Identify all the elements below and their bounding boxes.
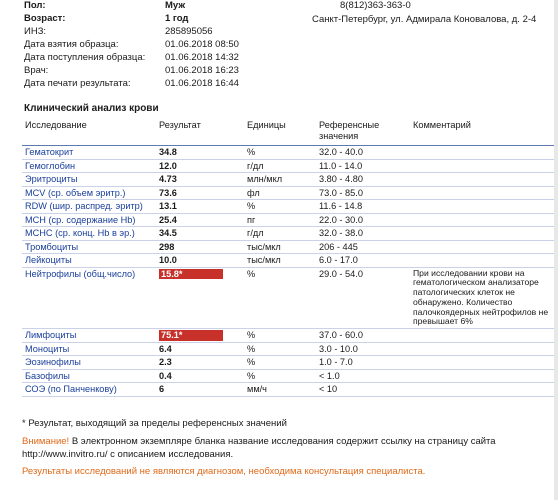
unit: % [244, 329, 316, 343]
comment [410, 383, 558, 397]
result-cell [156, 240, 244, 254]
reference-range: < 1.0 [316, 369, 410, 383]
test-name: Моноциты [22, 342, 156, 356]
test-name: Нейтрофилы (общ.число) [22, 267, 156, 329]
result-value: 298 [159, 241, 175, 252]
test-name: Гемоглобин [22, 159, 156, 173]
header-value: 1 год [165, 13, 189, 24]
header-value: 01.06.2018 14:32 [165, 52, 239, 63]
table-row [22, 342, 558, 356]
header-label: Дата поступления образца: [24, 52, 146, 63]
result-value: 6.4 [159, 343, 172, 354]
result-value: 4.73 [159, 174, 177, 184]
lab-phone: 8(812)363-363-0 [340, 0, 411, 11]
test-name: СОЭ (по Панченкову) [22, 383, 156, 397]
comment [410, 356, 558, 370]
header-value: 285895056 [165, 26, 213, 37]
table-row [22, 267, 558, 329]
table-row [22, 159, 558, 173]
result-cell [156, 159, 244, 173]
reference-range: 11.6 - 14.8 [316, 200, 410, 214]
results-body [22, 146, 558, 397]
reference-range: 32.0 - 40.0 [316, 146, 410, 160]
table-row [22, 356, 558, 370]
test-name: RDW (шир. распред. эритр) [22, 200, 156, 214]
reference-range: 22.0 - 30.0 [316, 213, 410, 227]
result-cell [156, 369, 244, 383]
result-cell [156, 173, 244, 187]
reference-range: 3.0 - 10.0 [316, 342, 410, 356]
header-value: 01.06.2018 16:44 [165, 78, 239, 89]
result-value: 10.0 [159, 255, 177, 265]
abnormal-result: 15.8* [159, 269, 223, 280]
unit: тыс/мкл [244, 254, 316, 268]
right-edge-shadow [554, 0, 558, 500]
result-value: 25.4 [159, 214, 177, 225]
result-value: 13.1 [159, 201, 177, 211]
reference-range: 37.0 - 60.0 [316, 329, 410, 343]
result-cell [156, 267, 244, 329]
unit: г/дл [244, 159, 316, 173]
table-row [22, 369, 558, 383]
reference-range: 73.0 - 85.0 [316, 186, 410, 200]
reference-range: 6.0 - 17.0 [316, 254, 410, 268]
result-cell [156, 200, 244, 214]
result-value: 34.8 [159, 147, 177, 157]
result-cell [156, 146, 244, 160]
unit: % [244, 146, 316, 160]
comment: При исследовании крови на гематологическом анализаторе патологических клеток не обнаружено. Количество палочкоядерных нейтрофилов не превышает 6% [410, 267, 558, 329]
comment [410, 200, 558, 214]
table-row [22, 254, 558, 268]
header-label: Дата взятия образца: [24, 39, 119, 50]
table-row [22, 240, 558, 254]
test-name: Лимфоциты [22, 329, 156, 343]
comment [410, 227, 558, 241]
result-value: 34.5 [159, 228, 177, 238]
header-label: Возраст: [24, 13, 66, 24]
comment [410, 146, 558, 160]
result-value: 2.3 [159, 357, 172, 368]
unit: мм/ч [244, 383, 316, 397]
comment [410, 254, 558, 268]
unit: % [244, 200, 316, 214]
header-label: Пол: [24, 0, 46, 11]
reference-range: < 10 [316, 383, 410, 397]
result-cell [156, 342, 244, 356]
attention-text: В электронном экземпляре бланка название исследования содержит ссылку на страницу сайта [69, 436, 496, 447]
table-row [22, 227, 558, 241]
disclaimer: Результаты исследований не являются диагнозом, необходима консультация специалиста. [22, 466, 426, 477]
test-name: Гематокрит [22, 146, 156, 160]
asterisk-note: * Результат, выходящий за пределы референсных значений [22, 418, 287, 429]
test-name: Базофилы [22, 369, 156, 383]
results-table [22, 118, 558, 397]
unit: % [244, 267, 316, 329]
result-value: 6 [159, 384, 165, 395]
result-cell [156, 329, 244, 343]
comment [410, 159, 558, 173]
reference-range: 32.0 - 38.0 [316, 227, 410, 241]
unit: % [244, 369, 316, 383]
header-label: Врач: [24, 65, 49, 76]
table-row [22, 383, 558, 397]
attention-line [22, 436, 496, 449]
table-header-row [22, 118, 558, 146]
test-name: MCV (ср. объем эритр.) [22, 186, 156, 200]
col-header-units: Единицы [244, 118, 316, 146]
result-cell [156, 186, 244, 200]
result-value: 73.6 [159, 187, 177, 198]
section-title: Клинический анализ крови [24, 103, 159, 114]
result-cell [156, 227, 244, 241]
comment [410, 369, 558, 383]
result-value: 0.4 [159, 370, 172, 381]
table-row [22, 146, 558, 160]
header-label: Дата печати результата: [24, 78, 131, 89]
result-cell [156, 356, 244, 370]
col-header-result: Результат [156, 118, 244, 146]
col-header-test: Исследование [22, 118, 156, 146]
table-row [22, 213, 558, 227]
header-label: ИНЗ: [24, 26, 47, 37]
reference-range: 3.80 - 4.80 [316, 173, 410, 187]
unit: млн/мкл [244, 173, 316, 187]
unit: % [244, 356, 316, 370]
lab-address: Санкт-Петербург, ул. Адмирала Коновалова, д. 2-4 [312, 14, 537, 25]
header-value: 01.06.2018 08:50 [165, 39, 239, 50]
reference-range: 1.0 - 7.0 [316, 356, 410, 370]
header-value: Муж [165, 0, 186, 11]
link-suffix: с описанием исследования. [107, 449, 234, 460]
unit: г/дл [244, 227, 316, 241]
comment [410, 342, 558, 356]
table-row [22, 200, 558, 214]
test-name: MCH (ср. содержание Hb) [22, 213, 156, 227]
comment [410, 329, 558, 343]
unit: % [244, 342, 316, 356]
reference-range: 206 - 445 [316, 240, 410, 254]
unit: тыс/мкл [244, 240, 316, 254]
abnormal-result: 75.1* [159, 330, 223, 341]
comment [410, 213, 558, 227]
test-name: Эритроциты [22, 173, 156, 187]
result-cell [156, 383, 244, 397]
result-cell [156, 254, 244, 268]
comment [410, 173, 558, 187]
test-name: Лейкоциты [22, 254, 156, 268]
test-name: Тромбоциты [22, 240, 156, 254]
unit: пг [244, 213, 316, 227]
unit: фл [244, 186, 316, 200]
link-line [22, 449, 233, 462]
header-value: 01.06.2018 16:23 [165, 65, 239, 76]
reference-range: 29.0 - 54.0 [316, 267, 410, 329]
reference-range: 11.0 - 14.0 [316, 159, 410, 173]
result-cell [156, 213, 244, 227]
table-row [22, 186, 558, 200]
invitro-link[interactable]: http://www.invitro.ru/ [22, 449, 108, 460]
comment [410, 186, 558, 200]
test-name: MCHC (ср. конц. Hb в эр.) [22, 227, 156, 241]
attention-label: Внимание! [22, 436, 70, 447]
result-value: 12.0 [159, 160, 177, 171]
table-row [22, 329, 558, 343]
col-header-comment: Комментарий [410, 118, 558, 146]
col-header-reference: Референсные значения [316, 118, 410, 146]
comment [410, 240, 558, 254]
table-row [22, 173, 558, 187]
test-name: Эозинофилы [22, 356, 156, 370]
